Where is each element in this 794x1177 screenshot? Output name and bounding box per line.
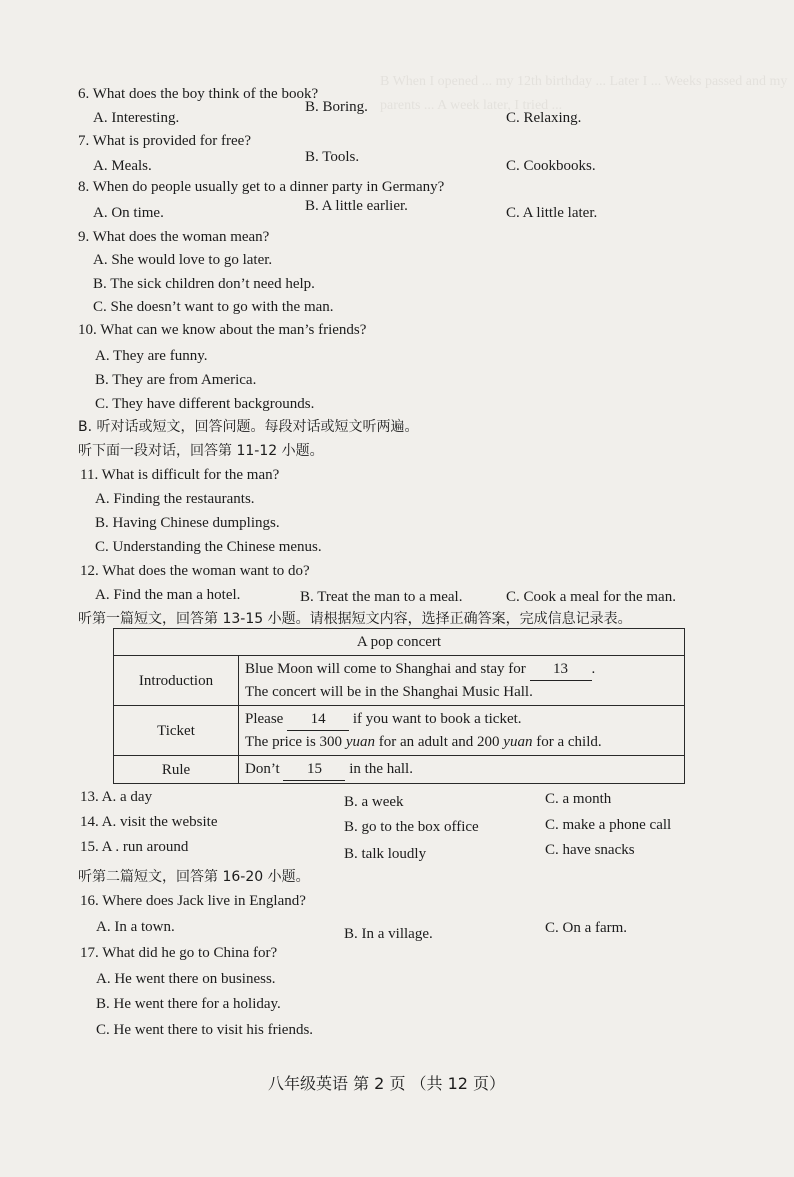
ticket-text-1: Please	[245, 711, 284, 727]
rule-text-pre: Don’t	[245, 761, 280, 777]
line-q16: 16. Where does Jack live in England?	[80, 893, 306, 909]
line-q12c: C. Cook a meal for the man.	[506, 589, 676, 605]
blank-14: 14	[287, 708, 349, 731]
intro-text-2: The concert will be in the Shanghai Music Hall.	[245, 684, 533, 700]
line-q16a: A. In a town.	[96, 919, 175, 935]
line-q10b: B. They are from America.	[95, 372, 257, 388]
line-q17c: C. He went there to visit his friends.	[96, 1022, 314, 1038]
intro-text-1-end: .	[591, 661, 596, 677]
line-q15c: C. have snacks	[545, 842, 635, 858]
line-q10a: A. They are funny.	[95, 348, 208, 364]
ticket-price-unit-2: yuan	[503, 734, 533, 750]
line-q9c: C. She doesn’t want to go with the man.	[93, 299, 334, 315]
line-q11c: C. Understanding the Chinese menus.	[95, 539, 322, 555]
line-q13b: B. a week	[344, 794, 404, 810]
ticket-price-a: The price is 300	[245, 734, 343, 750]
line-q9a: A. She would love to go later.	[93, 252, 273, 268]
line-intro1: 听下面一段对话，回答第 11-12 小题。	[78, 443, 324, 459]
row-label-introduction: Introduction	[114, 656, 239, 706]
line-q8c: C. A little later.	[506, 205, 598, 221]
table-title: A pop concert	[114, 629, 685, 656]
line-q6: 6. What does the boy think of the book?	[78, 86, 319, 102]
line-q9b: B. The sick children don’t need help.	[93, 276, 315, 292]
introduction-cell	[239, 656, 685, 706]
line-q14c: C. make a phone call	[545, 817, 672, 833]
line-q10: 10. What can we know about the man’s friends?	[78, 322, 367, 338]
line-q8b: B. A little earlier.	[305, 198, 408, 214]
blank-15: 15	[283, 758, 345, 781]
line-intro2: 听第一篇短文，回答第 13-15 小题。请根据短文内容，选择正确答案，完成信息记录表。	[78, 611, 632, 627]
line-q14b: B. go to the box office	[344, 819, 479, 835]
line-q17: 17. What did he go to China for?	[80, 945, 278, 961]
line-q6c: C. Relaxing.	[506, 110, 582, 126]
line-q17a: A. He went there on business.	[96, 971, 276, 987]
line-q7b: B. Tools.	[305, 149, 360, 165]
rule-cell	[239, 756, 685, 784]
line-q6b: B. Boring.	[305, 99, 368, 115]
line-q12b: B. Treat the man to a meal.	[300, 589, 463, 605]
line-q17b: B. He went there for a holiday.	[96, 996, 281, 1012]
line-q11a: A. Finding the restaurants.	[95, 491, 255, 507]
line-q16b: B. In a village.	[344, 926, 433, 942]
line-q13a: 13. A. a day	[80, 789, 153, 805]
line-q10c: C. They have different backgrounds.	[95, 396, 315, 412]
line-q12: 12. What does the woman want to do?	[80, 563, 310, 579]
row-label-rule: Rule	[114, 756, 239, 784]
line-q15a: 15. A . run around	[80, 839, 189, 855]
rule-text-post: in the hall.	[349, 761, 413, 777]
info-record-table	[113, 628, 685, 784]
line-q12a: A. Find the man a hotel.	[95, 587, 241, 603]
ticket-price-e: for a child.	[536, 734, 602, 750]
line-intro3: 听第二篇短文，回答第 16-20 小题。	[78, 869, 310, 885]
ticket-price-unit-1: yuan	[345, 734, 375, 750]
line-q8: 8. When do people usually get to a dinner party in Germany?	[78, 179, 445, 195]
line-q11: 11. What is difficult for the man?	[80, 467, 280, 483]
blank-13: 13	[530, 658, 592, 681]
line-q11b: B. Having Chinese dumplings.	[95, 515, 280, 531]
line-q15b: B. talk loudly	[344, 846, 427, 862]
line-q6a: A. Interesting.	[93, 110, 180, 126]
line-q7a: A. Meals.	[93, 158, 152, 174]
intro-text-1: Blue Moon will come to Shanghai and stay for	[245, 661, 526, 677]
row-label-ticket: Ticket	[114, 706, 239, 756]
line-q8a: A. On time.	[93, 205, 164, 221]
line-q7: 7. What is provided for free?	[78, 133, 251, 149]
ticket-text-1-end: if you want to book a ticket.	[352, 711, 522, 727]
line-secb: B. 听对话或短文，回答问题。每段对话或短文听两遍。	[78, 419, 419, 435]
bleed-through-text: B When I opened ... my 12th birthday ... Later I ... Weeks passed and my parents ... A week later, I tried ...	[380, 74, 788, 113]
ticket-cell	[239, 706, 685, 756]
line-q16c: C. On a farm.	[545, 920, 628, 936]
line-q13c: C. a month	[545, 791, 612, 807]
line-q9: 9. What does the woman mean?	[78, 229, 270, 245]
line-q14a: 14. A. visit the website	[80, 814, 218, 830]
page-footer: 八年级英语 第 2 页 （共 12 页）	[268, 1074, 506, 1093]
ticket-price-c: for an adult and 200	[378, 734, 500, 750]
line-q7c: C. Cookbooks.	[506, 158, 596, 174]
